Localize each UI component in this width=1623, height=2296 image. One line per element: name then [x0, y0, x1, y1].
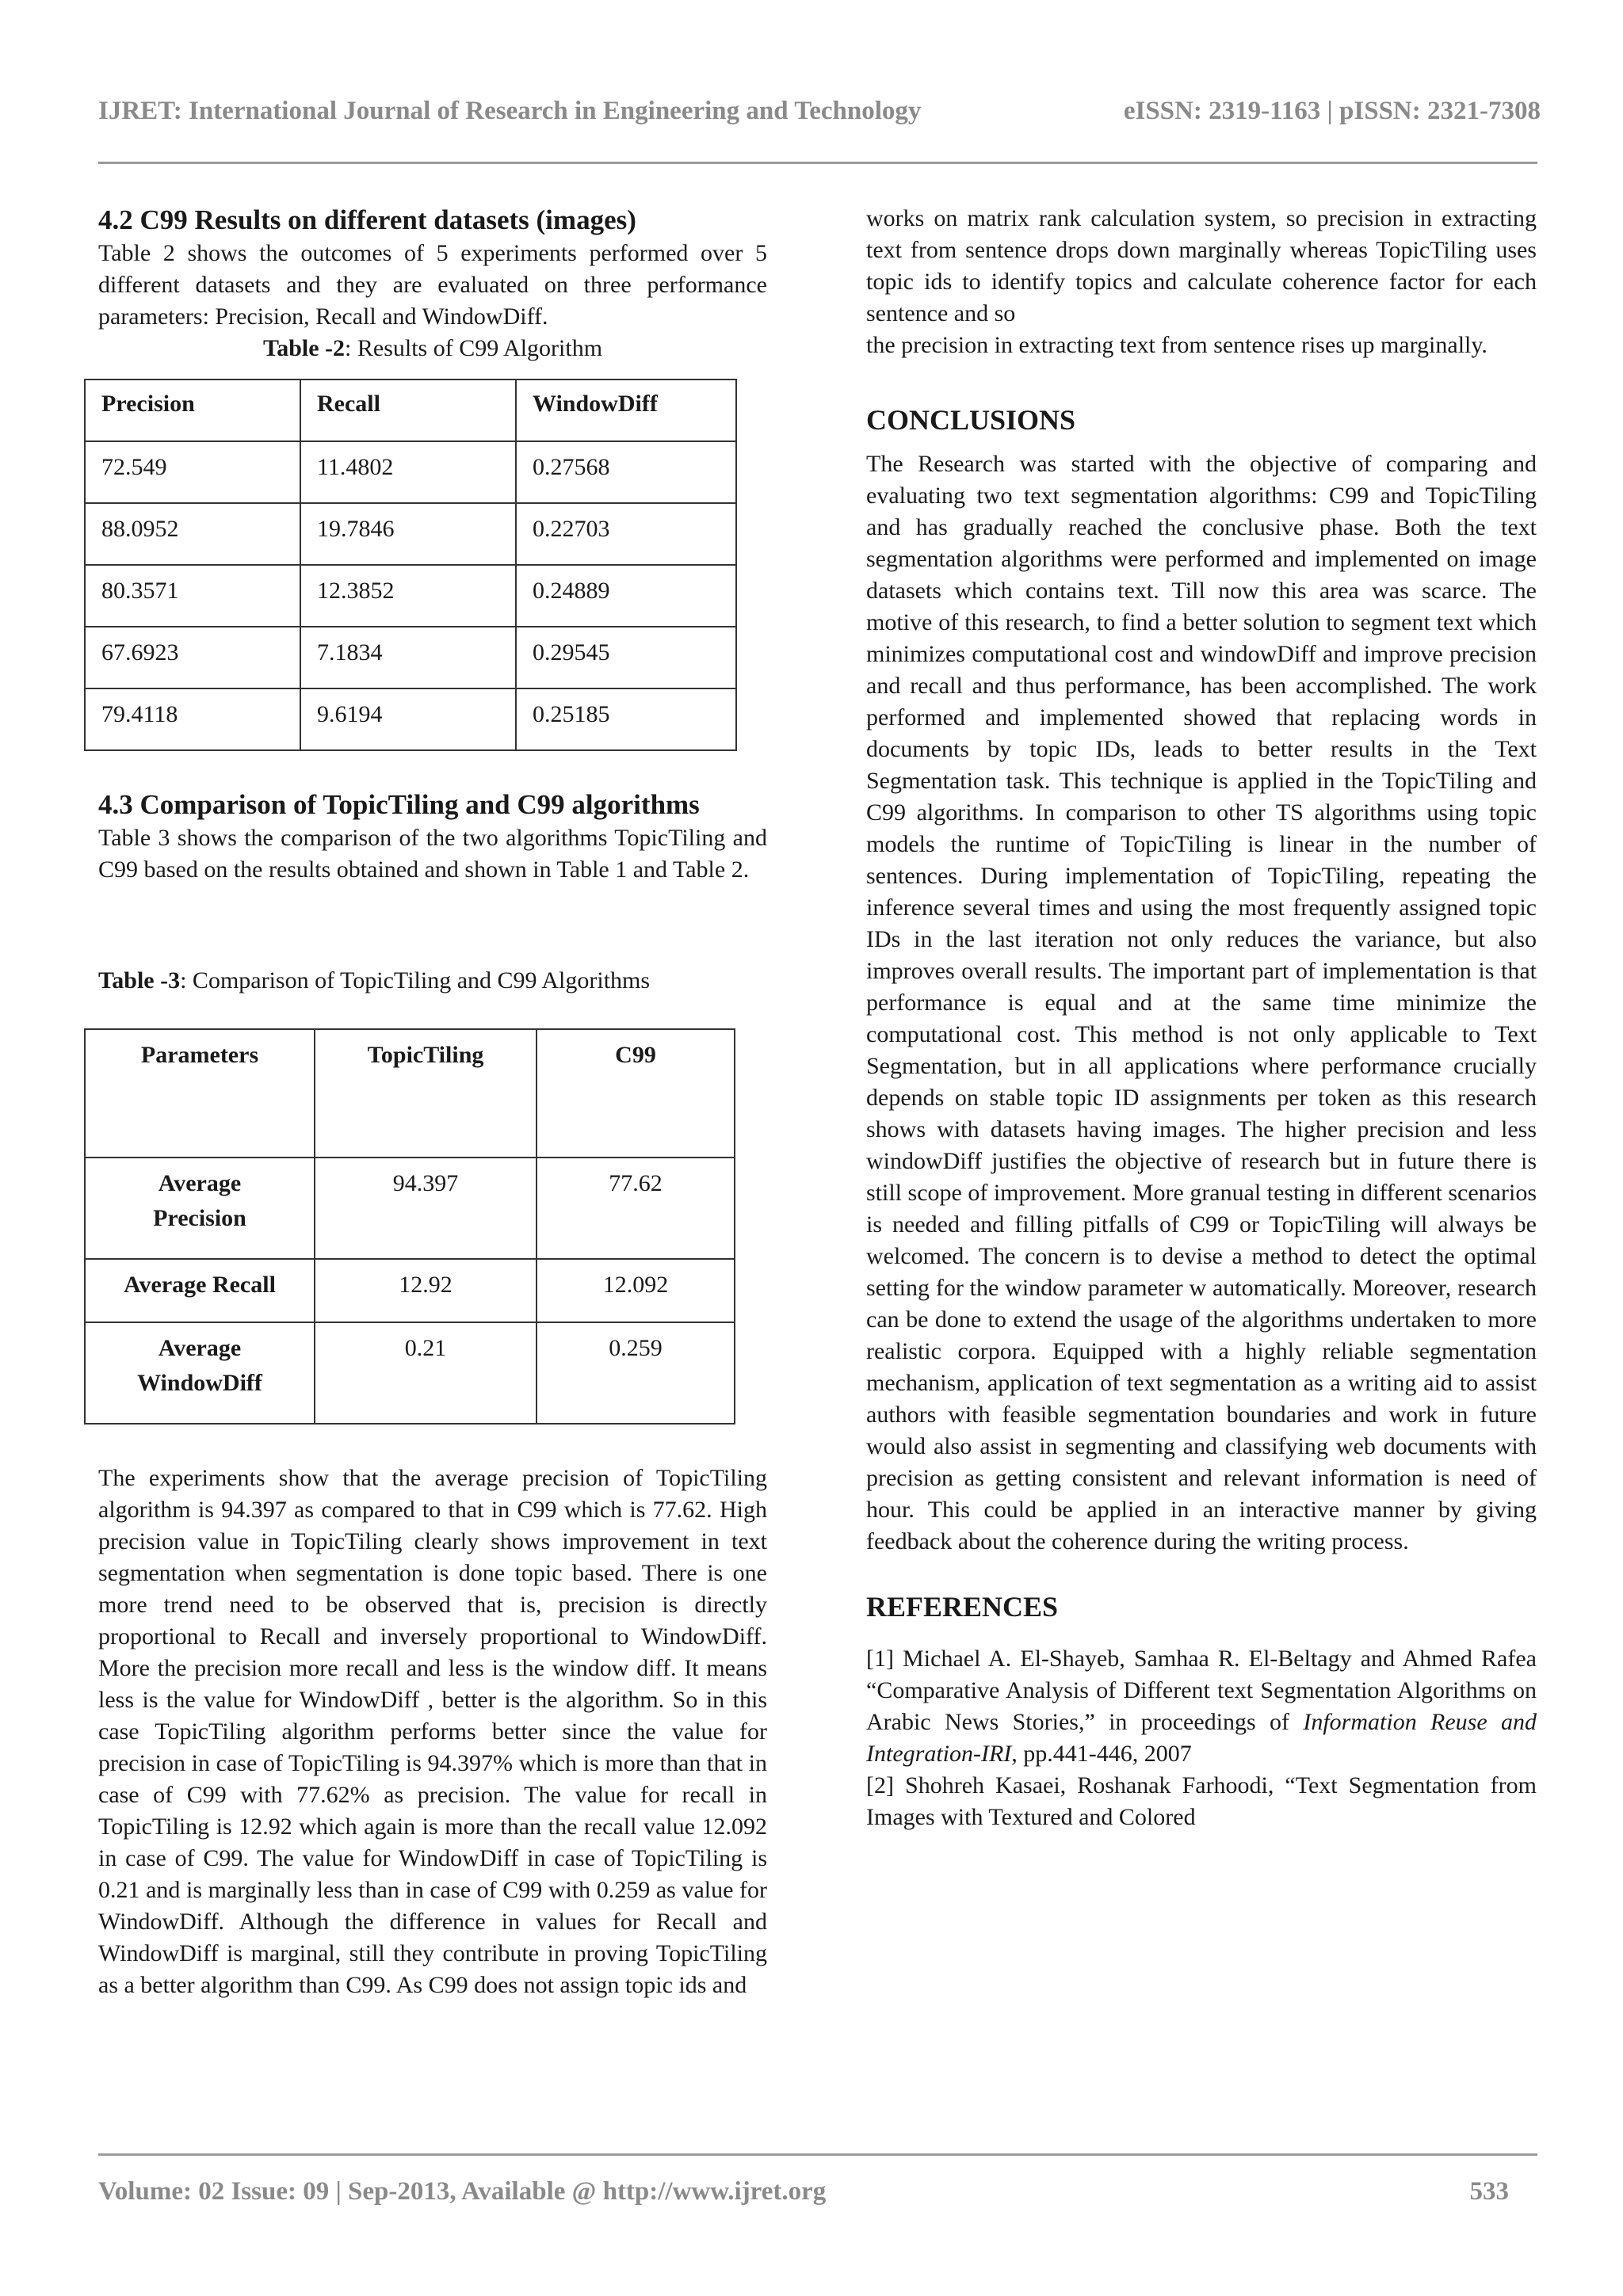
table3-label-line: Precision	[153, 1205, 246, 1231]
table-row	[85, 441, 736, 503]
table-cell: 67.6923	[85, 627, 300, 688]
section-4-3-body: Table 3 shows the comparison of the two algorithms TopicTiling and C99 based on the results obtained and shown in Table 1 and Table 2.	[98, 825, 767, 883]
table-cell: 0.22703	[516, 503, 736, 565]
table3-header-topictiling: TopicTiling	[315, 1029, 537, 1158]
table3-header-c99: C99	[537, 1029, 735, 1158]
table-cell: 11.4802	[300, 441, 516, 503]
table-row	[85, 1322, 735, 1424]
volume-info: Volume: 02 Issue: 09 | Sep-2013, Available @ http://www.ijret.org	[98, 2177, 827, 2206]
section-4-2-body: Table 2 shows the outcomes of 5 experiments performed over 5 different datasets and they are evaluated on three performance parameters: Precision, Recall and WindowDiff.	[98, 240, 767, 330]
section-4-3-heading: 4.3 Comparison of TopicTiling and C99 algorithms	[98, 789, 700, 820]
table2	[84, 379, 737, 751]
table-row	[85, 1158, 735, 1259]
reference-1-text: [1] Michael A. El-Shayeb, Samhaa R. El-Beltagy and Ahmed Rafea “Comparative Analysis of Different text Segmentation Algorithms on Arabic News Stories,” in proceedings of	[866, 1646, 1537, 1735]
journal-title: IJRET: International Journal of Research in Engineering and Technology	[98, 97, 922, 125]
table-cell: 0.25185	[516, 688, 736, 750]
running-footer	[98, 2177, 1509, 2206]
table-cell: 80.3571	[85, 565, 300, 627]
continuation-paragraph-2: the precision in extracting text from sentence rises up marginally.	[866, 332, 1487, 358]
table3-row-label	[85, 1322, 315, 1424]
reference-1	[866, 1643, 1537, 1770]
references-heading: REFERENCES	[866, 1591, 1059, 1623]
table-cell: 94.397	[315, 1158, 537, 1259]
issn: eISSN: 2319-1163 | pISSN: 2321-7308	[1123, 97, 1541, 125]
section-4-2-heading: 4.2 C99 Results on different datasets (images)	[98, 204, 636, 235]
table-row	[85, 627, 736, 688]
table3-header-row	[85, 1029, 735, 1158]
left-column	[98, 203, 767, 2001]
table-cell: 0.27568	[516, 441, 736, 503]
table-cell: 9.6194	[300, 688, 516, 750]
table-cell: 88.0952	[85, 503, 300, 565]
table-row	[85, 1259, 735, 1322]
discussion-paragraph: The experiments show that the average precision of TopicTiling algorithm is 94.397 as compared to that in C99 which is 77.62. High precision value in TopicTiling clearly shows improvement in text segmentation when segmentation is done topic based. There is one more trend need to be observed that is, precision is directly proportional to Recall and inversely proportional to WindowDiff. More the precision more recall and less is the window diff. It means less is the value for WindowDiff , better is the algorithm. So in this case TopicTiling algorithm performs better since the value for precision in case of TopicTiling is 94.397% which is more than that in case of C99 with 77.62% as precision. The value for recall in TopicTiling is 12.92 which again is more than the recall value 12.092 in case of C99. The value for WindowDiff in case of TopicTiling is 0.21 and is marginally less than in case of C99 with 0.259 as value for WindowDiff. Although the difference in values for Recall and WindowDiff is marginal, still they contribute in proving TopicTiling as a better algorithm than C99. As C99 does not assign topic ids and	[98, 1465, 767, 1998]
table-cell: 12.92	[315, 1259, 537, 1322]
table3-caption	[98, 965, 767, 997]
table3-label-line: Average	[158, 1335, 242, 1361]
table-cell: 12.3852	[300, 565, 516, 627]
table3	[84, 1028, 735, 1425]
table2-caption-text: : Results of C99 Algorithm	[345, 335, 603, 361]
reference-1-venue: Information Reuse and Integration-IRI	[866, 1709, 1537, 1767]
conclusions-heading: CONCLUSIONS	[866, 404, 1076, 436]
table2-header-row	[85, 379, 736, 441]
table3-header-parameters: Parameters	[85, 1029, 315, 1158]
table2-header-recall: Recall	[300, 379, 516, 441]
table-row	[85, 503, 736, 565]
table-cell: 19.7846	[300, 503, 516, 565]
reference-2: [2] Shohreh Kasaei, Roshanak Farhoodi, “Text Segmentation from Images with Textured and Colored	[866, 1772, 1537, 1830]
header-rule	[98, 162, 1537, 164]
table-cell: 12.092	[537, 1259, 735, 1322]
reference-1-pages: , pp.441-446, 2007	[1011, 1741, 1192, 1767]
conclusions-body: The Research was started with the objective of comparing and evaluating two text segmentation algorithms: C99 and TopicTiling and has gradually reached the conclusive phase. Both the text segmentation algorithms were performed and implemented on image datasets which contains text. Till now this area was scarce. The motive of this research, to find a better solution to segment text which minimizes computational cost and windowDiff and improve precision and recall and thus performance, has been accomplished. The work performed and implemented showed that replacing words in documents by topic IDs, leads to better results in the Text Segmentation task. This technique is applied in the TopicTiling and C99 algorithms. In comparison to other TS algorithms using topic models the runtime of TopicTiling is linear in the number of sentences. During implementation of TopicTiling, repeating the inference several times and using the most frequently assigned topic IDs in the last iteration not only reduces the variance, but also improves overall results. The important part of implementation is that performance is equal and at the same time minimize the computational cost. This method is not only applicable to Text Segmentation, but in all applications where performance crucially depends on stable topic ID assignments per token as this research shows with datasets having images. The higher precision and less windowDiff justifies the objective of research but in future there is still scope of improvement. More granual testing in different scenarios is needed and filling pitfalls of C99 or TopicTiling will always be welcomed. The concern is to devise a method to detect the optimal setting for the window parameter w automatically. Moreover, research can be done to extend the usage of the algorithms undertaken to more realistic corpora. Equipped with a highly reliable segmentation mechanism, application of text segmentation as a writing aid to assist authors with feasible segmentation boundaries and work in future would also assist in segmenting and classifying web documents with precision as getting consistent and relevant information is need of hour. This could be applied in an interactive manner by giving feedback about the coherence during the writing process.	[866, 451, 1537, 1554]
table-cell: 0.21	[315, 1322, 537, 1424]
table3-label-line: Average	[158, 1170, 242, 1196]
table2-header-precision: Precision	[85, 379, 300, 441]
table3-caption-label: Table -3	[98, 967, 181, 994]
table-cell: 79.4118	[85, 688, 300, 750]
table2-header-windowdiff: WindowDiff	[516, 379, 736, 441]
page-number: 533	[1469, 2177, 1509, 2206]
right-column	[866, 203, 1537, 1833]
continuation-paragraph-1: works on matrix rank calculation system, so precision in extracting text from sentence drops down marginally whereas TopicTiling uses topic ids to identify topics and calculate coherence factor for each sentence and so	[866, 205, 1537, 326]
table2-caption-label: Table -2	[262, 335, 346, 361]
table3-label-line: WindowDiff	[137, 1370, 262, 1396]
running-header	[98, 97, 1541, 126]
table3-label-line: Average Recall	[124, 1272, 276, 1298]
table2-caption	[98, 333, 767, 364]
table-cell: 7.1834	[300, 627, 516, 688]
table-cell: 0.259	[537, 1322, 735, 1424]
table-cell: 77.62	[537, 1158, 735, 1259]
table-row	[85, 565, 736, 627]
references-list	[866, 1643, 1537, 1833]
footer-rule	[98, 2153, 1537, 2156]
table-cell: 0.29545	[516, 627, 736, 688]
table-cell: 0.24889	[516, 565, 736, 627]
table-cell: 72.549	[85, 441, 300, 503]
table3-row-label	[85, 1259, 315, 1322]
table-row	[85, 688, 736, 750]
table3-caption-text: : Comparison of TopicTiling and C99 Algorithms	[180, 967, 651, 994]
table3-row-label	[85, 1158, 315, 1259]
